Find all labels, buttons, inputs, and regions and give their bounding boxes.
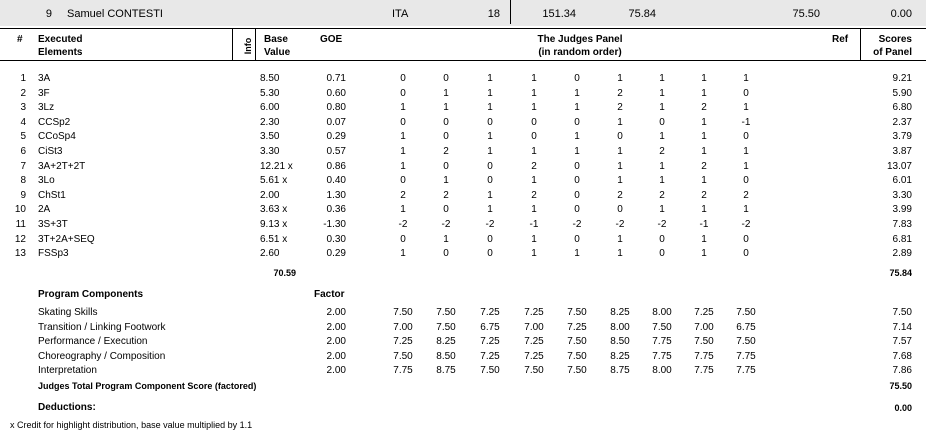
element-judge-score: -2 bbox=[615, 219, 625, 230]
component-judge-score: 7.50 bbox=[694, 336, 714, 348]
element-judge-score: -2 bbox=[572, 219, 582, 230]
component-judge-score: 7.75 bbox=[652, 350, 672, 362]
header-top-rule bbox=[0, 28, 926, 29]
element-judge-score: 1 bbox=[701, 87, 707, 99]
element-judge-score: 1 bbox=[574, 87, 580, 99]
element-judge-score: 0 bbox=[400, 73, 406, 84]
component-judge-score: 7.50 bbox=[436, 307, 456, 318]
element-judge-score: 1 bbox=[487, 73, 493, 84]
element-judge-score: 2 bbox=[531, 189, 537, 201]
element-base-value: 5.30 bbox=[260, 87, 280, 99]
element-goe: 0.29 bbox=[326, 248, 346, 260]
element-judge-score: 0 bbox=[743, 233, 749, 245]
element-number: 4 bbox=[20, 116, 26, 128]
footnote: x Credit for highlight distribution, base value multiplied by 1.1 bbox=[10, 420, 253, 430]
element-judge-score: 0 bbox=[659, 248, 665, 260]
element-judge-score: 1 bbox=[487, 204, 493, 216]
element-judge-score: 0 bbox=[487, 248, 493, 260]
component-judge-score: 7.25 bbox=[694, 307, 714, 318]
element-number: 10 bbox=[14, 204, 26, 216]
header-judges-panel: The Judges Panel bbox=[537, 34, 623, 45]
element-goe: 0.80 bbox=[326, 102, 346, 114]
element-judge-score: 1 bbox=[659, 160, 665, 172]
component-judge-score: 7.50 bbox=[393, 307, 413, 318]
element-judge-score: 1 bbox=[400, 248, 406, 260]
element-judge-score: 1 bbox=[443, 87, 449, 99]
pcs-total: 75.50 bbox=[889, 381, 912, 391]
element-number: 7 bbox=[20, 160, 26, 172]
element-panel-score: 6.01 bbox=[892, 175, 912, 187]
component-judge-score: 7.50 bbox=[393, 350, 413, 362]
element-judge-score: 1 bbox=[531, 248, 537, 260]
element-goe: 0.71 bbox=[326, 73, 346, 84]
component-judge-score: 7.25 bbox=[480, 307, 500, 318]
element-judge-score: 0 bbox=[574, 189, 580, 201]
total-element-score: 75.84 bbox=[628, 8, 656, 20]
element-base-value: 3.50 bbox=[260, 131, 280, 143]
element-judge-score: 0 bbox=[487, 175, 493, 187]
header-bottom-rule bbox=[0, 60, 926, 61]
element-judge-score: 2 bbox=[701, 160, 707, 172]
component-panel-score: 7.57 bbox=[892, 336, 912, 348]
element-base-value: 3.30 bbox=[260, 146, 280, 157]
element-judge-score: 1 bbox=[743, 146, 749, 157]
element-judge-score: 0 bbox=[443, 73, 449, 84]
element-judge-score: 1 bbox=[659, 87, 665, 99]
element-judge-score: 0 bbox=[743, 131, 749, 143]
element-panel-score: 3.87 bbox=[892, 146, 912, 157]
element-judge-score: 0 bbox=[743, 248, 749, 260]
element-name: 3Lz bbox=[38, 102, 55, 114]
element-judge-score: 1 bbox=[531, 146, 537, 157]
element-base-value: 9.13 x bbox=[260, 219, 288, 230]
component-judge-score: 7.00 bbox=[524, 321, 544, 333]
element-panel-score: 3.79 bbox=[892, 131, 912, 143]
element-judge-score: 0 bbox=[487, 160, 493, 172]
element-judge-score: 0 bbox=[659, 116, 665, 128]
element-name: 3T+2A+SEQ bbox=[38, 233, 95, 245]
element-judge-score: 1 bbox=[701, 248, 707, 260]
component-judge-score: 7.50 bbox=[567, 365, 587, 377]
element-judge-score: -1 bbox=[741, 116, 751, 128]
element-name: ChSt1 bbox=[38, 189, 66, 201]
skater-name: Samuel CONTESTI bbox=[67, 8, 163, 20]
element-judge-score: 1 bbox=[659, 73, 665, 84]
header-ref: Ref bbox=[832, 34, 849, 45]
element-panel-score: 2.89 bbox=[892, 248, 912, 260]
element-judge-score: -1 bbox=[529, 219, 539, 230]
element-judge-score: 1 bbox=[743, 73, 749, 84]
skater-start-number: 18 bbox=[487, 8, 500, 20]
element-judge-score: 1 bbox=[659, 102, 665, 114]
element-judge-score: -1 bbox=[699, 219, 709, 230]
element-number: 5 bbox=[20, 131, 26, 143]
element-judge-score: 0 bbox=[659, 233, 665, 245]
element-judge-score: 0 bbox=[400, 87, 406, 99]
component-judge-score: 7.75 bbox=[694, 350, 714, 362]
element-base-value: 6.00 bbox=[260, 102, 280, 114]
element-name: 3F bbox=[38, 87, 50, 99]
component-judge-score: 7.50 bbox=[436, 321, 456, 333]
element-judge-score: 0 bbox=[400, 175, 406, 187]
component-factor: 2.00 bbox=[326, 350, 346, 362]
element-judge-score: 0 bbox=[487, 233, 493, 245]
element-judge-score: 0 bbox=[574, 233, 580, 245]
element-judge-score: 1 bbox=[531, 87, 537, 99]
element-judge-score: 0 bbox=[617, 204, 623, 216]
component-judge-score: 7.50 bbox=[652, 321, 672, 333]
element-judge-score: 0 bbox=[400, 116, 406, 128]
component-judge-score: 8.25 bbox=[610, 307, 630, 318]
element-name: 3S+3T bbox=[38, 219, 68, 230]
element-judge-score: 0 bbox=[487, 116, 493, 128]
component-judge-score: 7.50 bbox=[480, 365, 500, 377]
component-judge-score: 8.50 bbox=[610, 336, 630, 348]
component-panel-score: 7.50 bbox=[892, 307, 912, 318]
component-judge-score: 7.50 bbox=[567, 307, 587, 318]
element-base-value: 3.63 x bbox=[260, 204, 288, 216]
header-elements: Elements bbox=[38, 47, 83, 58]
element-judge-score: 1 bbox=[701, 146, 707, 157]
component-name: Interpretation bbox=[38, 365, 97, 377]
element-base-value: 2.60 bbox=[260, 248, 280, 260]
element-base-value: 12.21 x bbox=[260, 160, 293, 172]
element-judge-score: 1 bbox=[574, 146, 580, 157]
element-judge-score: 1 bbox=[701, 233, 707, 245]
element-judge-score: 1 bbox=[659, 175, 665, 187]
info-right-rule bbox=[255, 28, 256, 60]
element-goe: 1.30 bbox=[326, 189, 346, 201]
element-goe: 0.86 bbox=[326, 160, 346, 172]
element-goe: 0.60 bbox=[326, 87, 346, 99]
element-goe: 0.30 bbox=[326, 233, 346, 245]
element-panel-score: 9.21 bbox=[892, 73, 912, 84]
element-number: 9 bbox=[20, 189, 26, 201]
element-judge-score: 1 bbox=[443, 102, 449, 114]
element-number: 6 bbox=[20, 146, 26, 157]
element-number: 3 bbox=[20, 102, 26, 114]
element-judge-score: 0 bbox=[743, 87, 749, 99]
element-judge-score: 1 bbox=[743, 102, 749, 114]
element-judge-score: 0 bbox=[443, 116, 449, 128]
element-judge-score: 1 bbox=[443, 175, 449, 187]
element-judge-score: 1 bbox=[659, 131, 665, 143]
element-judge-score: 1 bbox=[487, 189, 493, 201]
header-number: # bbox=[17, 34, 23, 45]
element-judge-score: 2 bbox=[701, 189, 707, 201]
component-judge-score: 7.25 bbox=[480, 350, 500, 362]
component-judge-score: 8.25 bbox=[610, 350, 630, 362]
element-name: 3Lo bbox=[38, 175, 55, 187]
element-judge-score: -2 bbox=[485, 219, 495, 230]
element-judge-score: 2 bbox=[400, 189, 406, 201]
element-judge-score: 1 bbox=[659, 204, 665, 216]
element-panel-score: 7.83 bbox=[892, 219, 912, 230]
element-judge-score: 0 bbox=[617, 131, 623, 143]
element-judge-score: 1 bbox=[701, 204, 707, 216]
component-judge-score: 7.75 bbox=[736, 365, 756, 377]
element-judge-score: 1 bbox=[531, 102, 537, 114]
component-factor: 2.00 bbox=[326, 365, 346, 377]
element-goe: 0.40 bbox=[326, 175, 346, 187]
element-panel-score: 13.07 bbox=[886, 160, 912, 172]
element-judge-score: 2 bbox=[617, 87, 623, 99]
element-judge-score: 1 bbox=[531, 73, 537, 84]
element-judge-score: 1 bbox=[617, 248, 623, 260]
element-judge-score: 1 bbox=[400, 160, 406, 172]
element-judge-score: 1 bbox=[487, 146, 493, 157]
component-judge-score: 8.00 bbox=[652, 307, 672, 318]
elements-total-base: 70.59 bbox=[273, 268, 296, 278]
element-name: CiSt3 bbox=[38, 146, 63, 157]
element-judge-score: 0 bbox=[743, 175, 749, 187]
component-judge-score: 8.25 bbox=[436, 336, 456, 348]
header-of-panel: of Panel bbox=[873, 47, 912, 58]
element-judge-score: 1 bbox=[487, 131, 493, 143]
total-deductions: 0.00 bbox=[890, 8, 912, 20]
element-goe: 0.07 bbox=[326, 116, 346, 128]
component-judge-score: 7.50 bbox=[567, 336, 587, 348]
component-judge-score: 7.00 bbox=[393, 321, 413, 333]
element-judge-score: 1 bbox=[487, 87, 493, 99]
element-judge-score: -2 bbox=[398, 219, 408, 230]
element-judge-score: 1 bbox=[743, 204, 749, 216]
component-judge-score: 7.25 bbox=[524, 350, 544, 362]
element-judge-score: 1 bbox=[574, 248, 580, 260]
element-name: 3A+2T+2T bbox=[38, 160, 86, 172]
component-judge-score: 7.25 bbox=[480, 336, 500, 348]
element-judge-score: 1 bbox=[617, 175, 623, 187]
element-judge-score: 0 bbox=[400, 233, 406, 245]
header-scores: Scores bbox=[878, 34, 912, 45]
element-panel-score: 5.90 bbox=[892, 87, 912, 99]
component-factor: 2.00 bbox=[326, 336, 346, 348]
header-goe: GOE bbox=[320, 34, 343, 45]
element-judge-score: 2 bbox=[531, 160, 537, 172]
element-judge-score: 1 bbox=[400, 102, 406, 114]
element-judge-score: 2 bbox=[743, 189, 749, 201]
component-factor: 2.00 bbox=[326, 321, 346, 333]
element-judge-score: 1 bbox=[443, 233, 449, 245]
element-judge-score: 1 bbox=[400, 204, 406, 216]
header-value: Value bbox=[264, 47, 291, 58]
header-random-order: (in random order) bbox=[538, 47, 622, 58]
element-judge-score: 1 bbox=[701, 116, 707, 128]
component-judge-score: 7.25 bbox=[524, 307, 544, 318]
total-segment-score: 151.34 bbox=[542, 8, 576, 20]
element-judge-score: 1 bbox=[400, 146, 406, 157]
element-goe: 0.57 bbox=[326, 146, 346, 157]
element-judge-score: 1 bbox=[617, 116, 623, 128]
element-name: 2A bbox=[38, 204, 51, 216]
element-number: 8 bbox=[20, 175, 26, 187]
skater-rank: 9 bbox=[45, 8, 52, 20]
element-judge-score: 1 bbox=[701, 73, 707, 84]
element-judge-score: -2 bbox=[741, 219, 751, 230]
element-judge-score: 1 bbox=[617, 146, 623, 157]
element-goe: -1.30 bbox=[323, 219, 346, 230]
element-goe: 0.29 bbox=[326, 131, 346, 143]
component-judge-score: 7.25 bbox=[393, 336, 413, 348]
header-executed: Executed bbox=[38, 34, 83, 45]
element-panel-score: 3.30 bbox=[892, 189, 912, 201]
element-judge-score: 1 bbox=[701, 175, 707, 187]
element-panel-score: 3.99 bbox=[892, 204, 912, 216]
element-base-value: 5.61 x bbox=[260, 175, 288, 187]
component-name: Performance / Execution bbox=[38, 336, 148, 348]
element-judge-score: 2 bbox=[443, 146, 449, 157]
element-panel-score: 6.81 bbox=[892, 233, 912, 245]
element-number: 11 bbox=[15, 219, 26, 230]
deductions-label: Deductions: bbox=[38, 402, 96, 413]
component-judge-score: 8.75 bbox=[436, 365, 456, 377]
component-panel-score: 7.68 bbox=[892, 350, 912, 362]
element-judge-score: 0 bbox=[443, 204, 449, 216]
element-judge-score: 0 bbox=[443, 131, 449, 143]
component-judge-score: 6.75 bbox=[480, 321, 500, 333]
component-judge-score: 8.00 bbox=[652, 365, 672, 377]
elements-total-score: 75.84 bbox=[889, 268, 912, 278]
element-goe: 0.36 bbox=[326, 204, 346, 216]
element-number: 12 bbox=[14, 233, 26, 245]
element-panel-score: 2.37 bbox=[892, 116, 912, 128]
skater-nation: ITA bbox=[392, 8, 409, 20]
component-judge-score: 7.25 bbox=[524, 336, 544, 348]
element-judge-score: 2 bbox=[659, 189, 665, 201]
element-judge-score: 1 bbox=[531, 175, 537, 187]
element-judge-score: 0 bbox=[574, 116, 580, 128]
element-judge-score: 0 bbox=[443, 160, 449, 172]
element-base-value: 6.51 x bbox=[260, 233, 288, 245]
element-judge-score: 1 bbox=[617, 160, 623, 172]
element-judge-score: 1 bbox=[701, 131, 707, 143]
header-base: Base bbox=[264, 34, 288, 45]
element-judge-score: 2 bbox=[701, 102, 707, 114]
component-judge-score: 7.50 bbox=[736, 307, 756, 318]
component-judge-score: 7.75 bbox=[393, 365, 413, 377]
element-number: 1 bbox=[20, 73, 26, 84]
element-judge-score: 1 bbox=[617, 233, 623, 245]
component-judge-score: 8.50 bbox=[436, 350, 456, 362]
deductions-value: 0.00 bbox=[894, 403, 912, 413]
element-judge-score: 0 bbox=[531, 131, 537, 143]
element-name: 3A bbox=[38, 73, 51, 84]
component-name: Choreography / Composition bbox=[38, 350, 166, 362]
component-judge-score: 8.00 bbox=[610, 321, 630, 333]
element-judge-score: 2 bbox=[443, 189, 449, 201]
component-judge-score: 7.50 bbox=[524, 365, 544, 377]
component-judge-score: 7.75 bbox=[694, 365, 714, 377]
element-judge-score: 0 bbox=[574, 175, 580, 187]
element-judge-score: 0 bbox=[574, 73, 580, 84]
component-panel-score: 7.86 bbox=[892, 365, 912, 377]
pcs-total-label: Judges Total Program Component Score (factored) bbox=[38, 381, 257, 391]
element-judge-score: 1 bbox=[574, 102, 580, 114]
element-judge-score: 0 bbox=[531, 116, 537, 128]
info-left-rule bbox=[232, 28, 233, 60]
component-panel-score: 7.14 bbox=[892, 321, 912, 333]
element-judge-score: 0 bbox=[443, 248, 449, 260]
header-info: Info bbox=[243, 37, 253, 55]
element-base-value: 2.00 bbox=[260, 189, 280, 201]
element-base-value: 8.50 bbox=[260, 73, 280, 84]
element-judge-score: -2 bbox=[441, 219, 451, 230]
element-judge-score: 0 bbox=[574, 160, 580, 172]
element-judge-score: 1 bbox=[487, 102, 493, 114]
element-number: 2 bbox=[20, 87, 26, 99]
element-judge-score: 1 bbox=[531, 233, 537, 245]
element-judge-score: 1 bbox=[531, 204, 537, 216]
component-judge-score: 7.25 bbox=[567, 321, 587, 333]
element-number: 13 bbox=[14, 248, 26, 260]
element-judge-score: 2 bbox=[617, 102, 623, 114]
element-judge-score: 2 bbox=[659, 146, 665, 157]
program-components-heading: Program Components bbox=[38, 289, 144, 300]
element-judge-score: 2 bbox=[617, 189, 623, 201]
component-name: Skating Skills bbox=[38, 307, 98, 318]
element-judge-score: 1 bbox=[400, 131, 406, 143]
element-judge-score: 1 bbox=[574, 131, 580, 143]
element-name: CCSp2 bbox=[38, 116, 71, 128]
component-judge-score: 7.50 bbox=[567, 350, 587, 362]
factor-heading: Factor bbox=[314, 289, 345, 300]
element-judge-score: 0 bbox=[574, 204, 580, 216]
element-base-value: 2.30 bbox=[260, 116, 280, 128]
element-judge-score: 1 bbox=[617, 73, 623, 84]
element-name: FSSp3 bbox=[38, 248, 69, 260]
component-judge-score: 7.75 bbox=[736, 350, 756, 362]
component-judge-score: 7.00 bbox=[694, 321, 714, 333]
component-name: Transition / Linking Footwork bbox=[38, 321, 166, 333]
component-factor: 2.00 bbox=[326, 307, 346, 318]
element-judge-score: -2 bbox=[657, 219, 667, 230]
element-judge-score: 1 bbox=[743, 160, 749, 172]
component-judge-score: 7.75 bbox=[652, 336, 672, 348]
component-judge-score: 8.75 bbox=[610, 365, 630, 377]
element-name: CCoSp4 bbox=[38, 131, 76, 143]
component-judge-score: 7.50 bbox=[736, 336, 756, 348]
total-program-component-score: 75.50 bbox=[792, 8, 820, 20]
component-judge-score: 6.75 bbox=[736, 321, 756, 333]
element-panel-score: 6.80 bbox=[892, 102, 912, 114]
summary-divider bbox=[510, 0, 511, 24]
